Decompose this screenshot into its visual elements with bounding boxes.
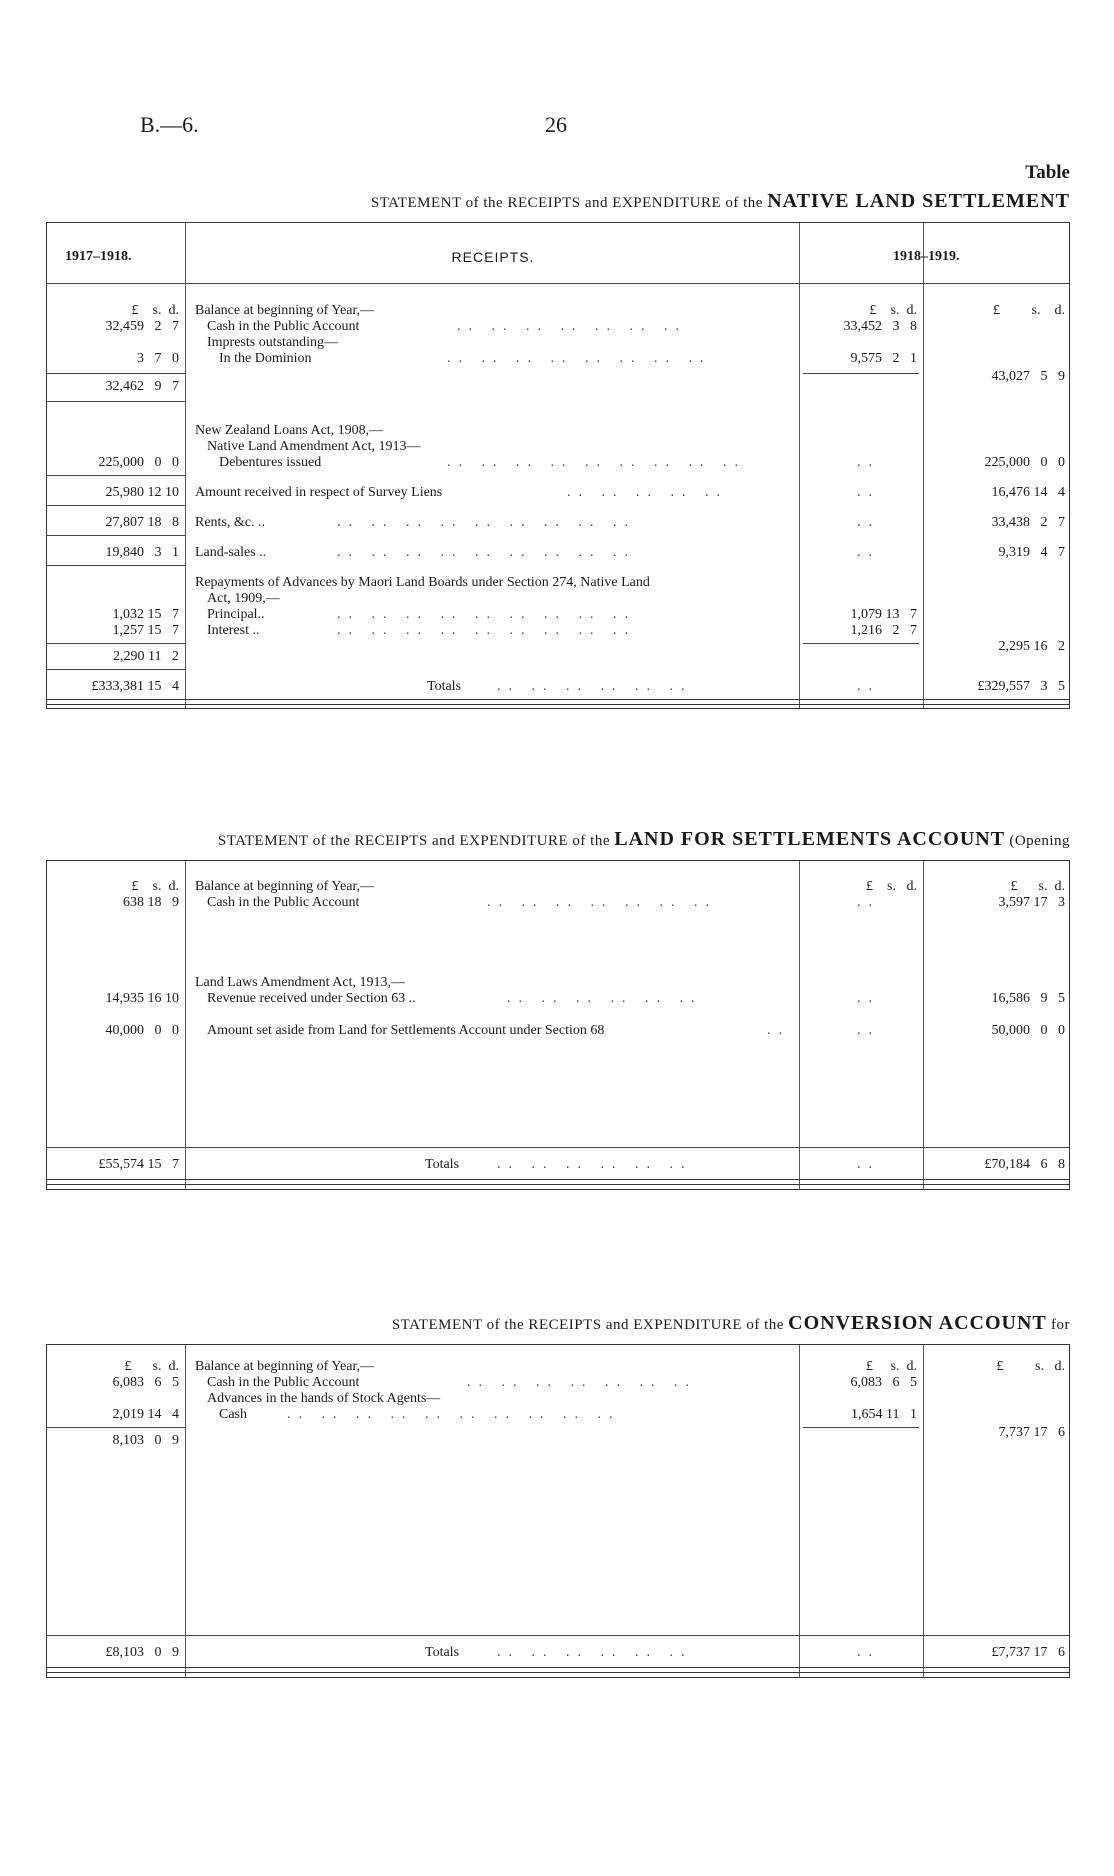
table1-row-native-act-label: Native Land Amendment Act, 1913— (207, 439, 421, 454)
table2-totals-curr: £70,184 6 8 (984, 1157, 1065, 1172)
table2-row-cash-label: Cash in the Public Account (207, 895, 360, 910)
table1-row-loans-label: New Zealand Loans Act, 1908,— (195, 423, 384, 438)
table3-prev-currency-header: £ s. d. (124, 1359, 179, 1374)
table1-row-survey-prev: 25,980 12 10 (105, 485, 179, 500)
table3-caption-title: CONVERSION ACCOUNT (788, 1312, 1047, 1334)
table3: £ s. d. £ s. d. £ s. d. Balance at beginning of Year,— Cash in the Public Account .. .. .. .. .. .. .. 6,083 6 5 6,083 6 5 Advances in the hands of Stock Agents— Cash .. .. .. .. .. .. .. .. .. .. 2,019 14 4 1,654 11 1 8,103 0 9 7,737 17 6 Totals .. .. .. .. .. .. £8,103 0 9 .. £7,737 17 6 (46, 1344, 1070, 1678)
table1-row-landsales-label: Land-sales .. (195, 545, 267, 560)
table1-row-principal-label: Principal.. (207, 607, 265, 622)
table3-totals-prev: £8,103 0 9 (105, 1645, 179, 1660)
table3-row-cash-sub: 6,083 6 5 (850, 1375, 917, 1390)
table3-row-balance-label: Balance at beginning of Year,— (195, 1359, 375, 1374)
table3-row-balance-prev-total: 8,103 0 9 (112, 1433, 179, 1448)
document-reference: B.—6. (140, 112, 199, 137)
table1-row-principal-sub: 1,079 13 7 (850, 607, 917, 622)
table3-caption-suffix: for (1046, 1317, 1070, 1333)
table3-row-balance-curr-total: 7,737 17 6 (998, 1425, 1065, 1440)
table3-caption (392, 1312, 1070, 1335)
table1-row-cash-sub: 33,452 3 8 (843, 319, 917, 334)
table1-row-dominion-prev: 3 7 0 (137, 351, 179, 366)
table2-row-cash-prev: 638 18 9 (123, 895, 179, 910)
table1-row-rents-label: Rents, &c. .. (195, 515, 265, 530)
table2-curr-currency-header: £ s. d. (1010, 879, 1065, 894)
table2-row-setaside-label: Amount set aside from Land for Settlements Account under Section 68 (207, 1023, 605, 1038)
table1-row-interest-prev: 1,257 15 7 (112, 623, 179, 638)
table2-row-revenue-curr: 16,586 9 5 (991, 991, 1065, 1006)
table1-row-imprests-label: Imprests outstanding— (207, 335, 339, 350)
table-label: Table (1025, 162, 1070, 183)
table1-row-balance-label: Balance at beginning of Year,— (195, 303, 375, 318)
table1-totals-curr: £329,557 3 5 (977, 679, 1065, 694)
table1-prev-currency-header: £ s. d. (131, 303, 179, 318)
table1-header-receipts: RECEIPTS. (451, 249, 535, 265)
table1: 1917–1918. RECEIPTS. 1918–1919. £ s. d. £ s. d. £ s. d. Balance at beginning of Year,— Cash in the Public Account .. .. .. .. .. .. .. 32,459 2 7 33,452 3 8 Imprests outstanding— In the Dominion .. .. .. .. .. .. .. .. 3 7 0 9,575 2 1 32,462 9 7 43,027 5 9 New Zealand Loans Act, 1908,— Native Land Amendment Act, 1913— Debentures issued .. .. .. .. .. .. .. .. .. 225,000 0 0 .. 225,000 0 0 Amount received in respect of Survey Liens .. .. .. .. .. 25,980 12 10 .. 16,476 14 4 Rents, &c. .. .. .. .. .. .. .. .. .. .. 27,807 18 8 .. 33,438 2 7 Land-sales .. .. .. .. .. .. .. .. .. .. 19,840 3 1 .. 9,319 4 7 Repayments of Advances by Maori Land Boards under Section 274, Native Land Act, 1909,— Principal.. .. .. .. .. .. .. .. .. .. 1,032 15 7 1,079 13 7 Interest .. .. .. .. .. .. .. .. .. .. 1,257 15 7 1,216 2 7 2,290 11 2 2,295 16 2 Totals .. .. .. .. .. .. £333,381 15 4 .. £329,557 3 5 (46, 222, 1070, 709)
table1-row-survey-label: Amount received in respect of Survey Liens (195, 485, 443, 500)
table2-row-balance-label: Balance at beginning of Year,— (195, 879, 375, 894)
table3-row-agents-cash-sub: 1,654 11 1 (851, 1407, 917, 1422)
table2-caption-title: LAND FOR SETTLEMENTS ACCOUNT (614, 828, 1006, 850)
table1-row-balance-curr-total: 43,027 5 9 (991, 369, 1065, 384)
table2: £ s. d. £ s. d. £ s. d. Balance at beginning of Year,— Cash in the Public Account .. .. .. .. .. .. .. 638 18 9 .. 3,597 17 3 Land Laws Amendment Act, 1913,— Revenue received under Section 63 .. .. .. .. .. .. .. 14,935 16 10 .. 16,586 9 5 Amount set aside from Land for Settlements Account under Section 68 .. 40,000 0 0 .. 50,000 0 0 Totals .. .. .. .. .. .. £55,574 15 7 .. £70,184 6 8 (46, 860, 1070, 1190)
table1-row-principal-prev: 1,032 15 7 (112, 607, 179, 622)
table1-row-balance-prev-total: 32,462 9 7 (105, 379, 179, 394)
table3-totals-label: Totals (425, 1645, 460, 1660)
table1-row-cash-label: Cash in the Public Account (207, 319, 360, 334)
table2-totals-label: Totals (425, 1157, 460, 1172)
table1-row-cash-prev: 32,459 2 7 (105, 319, 179, 334)
table3-row-agents-cash-label: Cash (219, 1407, 247, 1422)
table1-totals-prev: £333,381 15 4 (91, 679, 179, 694)
table1-totals-label: Totals (427, 679, 462, 694)
table1-header-prev-year: 1917–1918. (65, 249, 132, 264)
table1-row-landsales-curr: 9,319 4 7 (998, 545, 1065, 560)
table3-totals-curr: £7,737 17 6 (991, 1645, 1065, 1660)
table1-row-debentures-label: Debentures issued (219, 455, 322, 470)
table3-row-cash-label: Cash in the Public Account (207, 1375, 360, 1390)
table1-header-curr-year: 1918–1919. (893, 249, 960, 264)
table1-row-repayments-curr-total: 2,295 16 2 (998, 639, 1065, 654)
table2-totals-prev: £55,574 15 7 (98, 1157, 179, 1172)
table2-caption-suffix: (Opening (1005, 833, 1070, 849)
table1-row-repayments-label: Repayments of Advances by Maori Land Boards under Section 274, Native Land (195, 575, 650, 590)
table1-row-repayments-label2: Act, 1909,— (207, 591, 280, 606)
table1-row-debentures-curr: 225,000 0 0 (984, 455, 1065, 470)
table1-caption-title: NATIVE LAND SETTLEMENT (767, 190, 1070, 212)
table2-row-setaside-curr: 50,000 0 0 (991, 1023, 1065, 1038)
table3-row-agents-cash-prev: 2,019 14 4 (112, 1407, 179, 1422)
table1-sub-currency-header: £ s. d. (869, 303, 917, 318)
table2-row-landlaws-label: Land Laws Amendment Act, 1913,— (195, 975, 405, 990)
table1-row-survey-curr: 16,476 14 4 (991, 485, 1065, 500)
table2-row-setaside-prev: 40,000 0 0 (105, 1023, 179, 1038)
table3-row-cash-prev: 6,083 6 5 (112, 1375, 179, 1390)
table2-row-cash-curr: 3,597 17 3 (998, 895, 1065, 910)
table2-row-revenue-label: Revenue received under Section 63 .. (207, 991, 416, 1006)
table3-sub-currency-header: £ s. d. (866, 1359, 917, 1374)
table3-row-agents-label: Advances in the hands of Stock Agents— (207, 1391, 441, 1406)
table1-row-landsales-prev: 19,840 3 1 (105, 545, 179, 560)
table1-curr-currency-header: £ s. d. (993, 303, 1065, 318)
table2-caption-text: STATEMENT of the RECEIPTS and EXPENDITURE of the (217, 833, 615, 849)
table3-caption-text: STATEMENT of the RECEIPTS and EXPENDITURE of the (391, 1317, 789, 1333)
table1-row-dominion-label: In the Dominion (219, 351, 312, 366)
table2-prev-currency-header: £ s. d. (131, 879, 179, 894)
table1-row-repayments-prev-total: 2,290 11 2 (113, 649, 179, 664)
table1-row-debentures-prev: 225,000 0 0 (98, 455, 179, 470)
table1-caption-text: STATEMENT of the RECEIPTS and EXPENDITURE of the (370, 195, 768, 211)
table1-row-interest-label: Interest .. (207, 623, 260, 638)
page-number: 26 (545, 112, 567, 137)
table1-row-rents-curr: 33,438 2 7 (991, 515, 1065, 530)
table1-row-rents-prev: 27,807 18 8 (105, 515, 179, 530)
table2-sub-currency-header: £ s. d. (866, 879, 917, 894)
table1-row-dominion-sub: 9,575 2 1 (850, 351, 917, 366)
table2-caption (218, 828, 1070, 851)
table1-caption (371, 190, 1070, 213)
table1-row-interest-sub: 1,216 2 7 (850, 623, 917, 638)
table3-curr-currency-header: £ s. d. (996, 1359, 1065, 1374)
table2-row-revenue-prev: 14,935 16 10 (105, 991, 179, 1006)
